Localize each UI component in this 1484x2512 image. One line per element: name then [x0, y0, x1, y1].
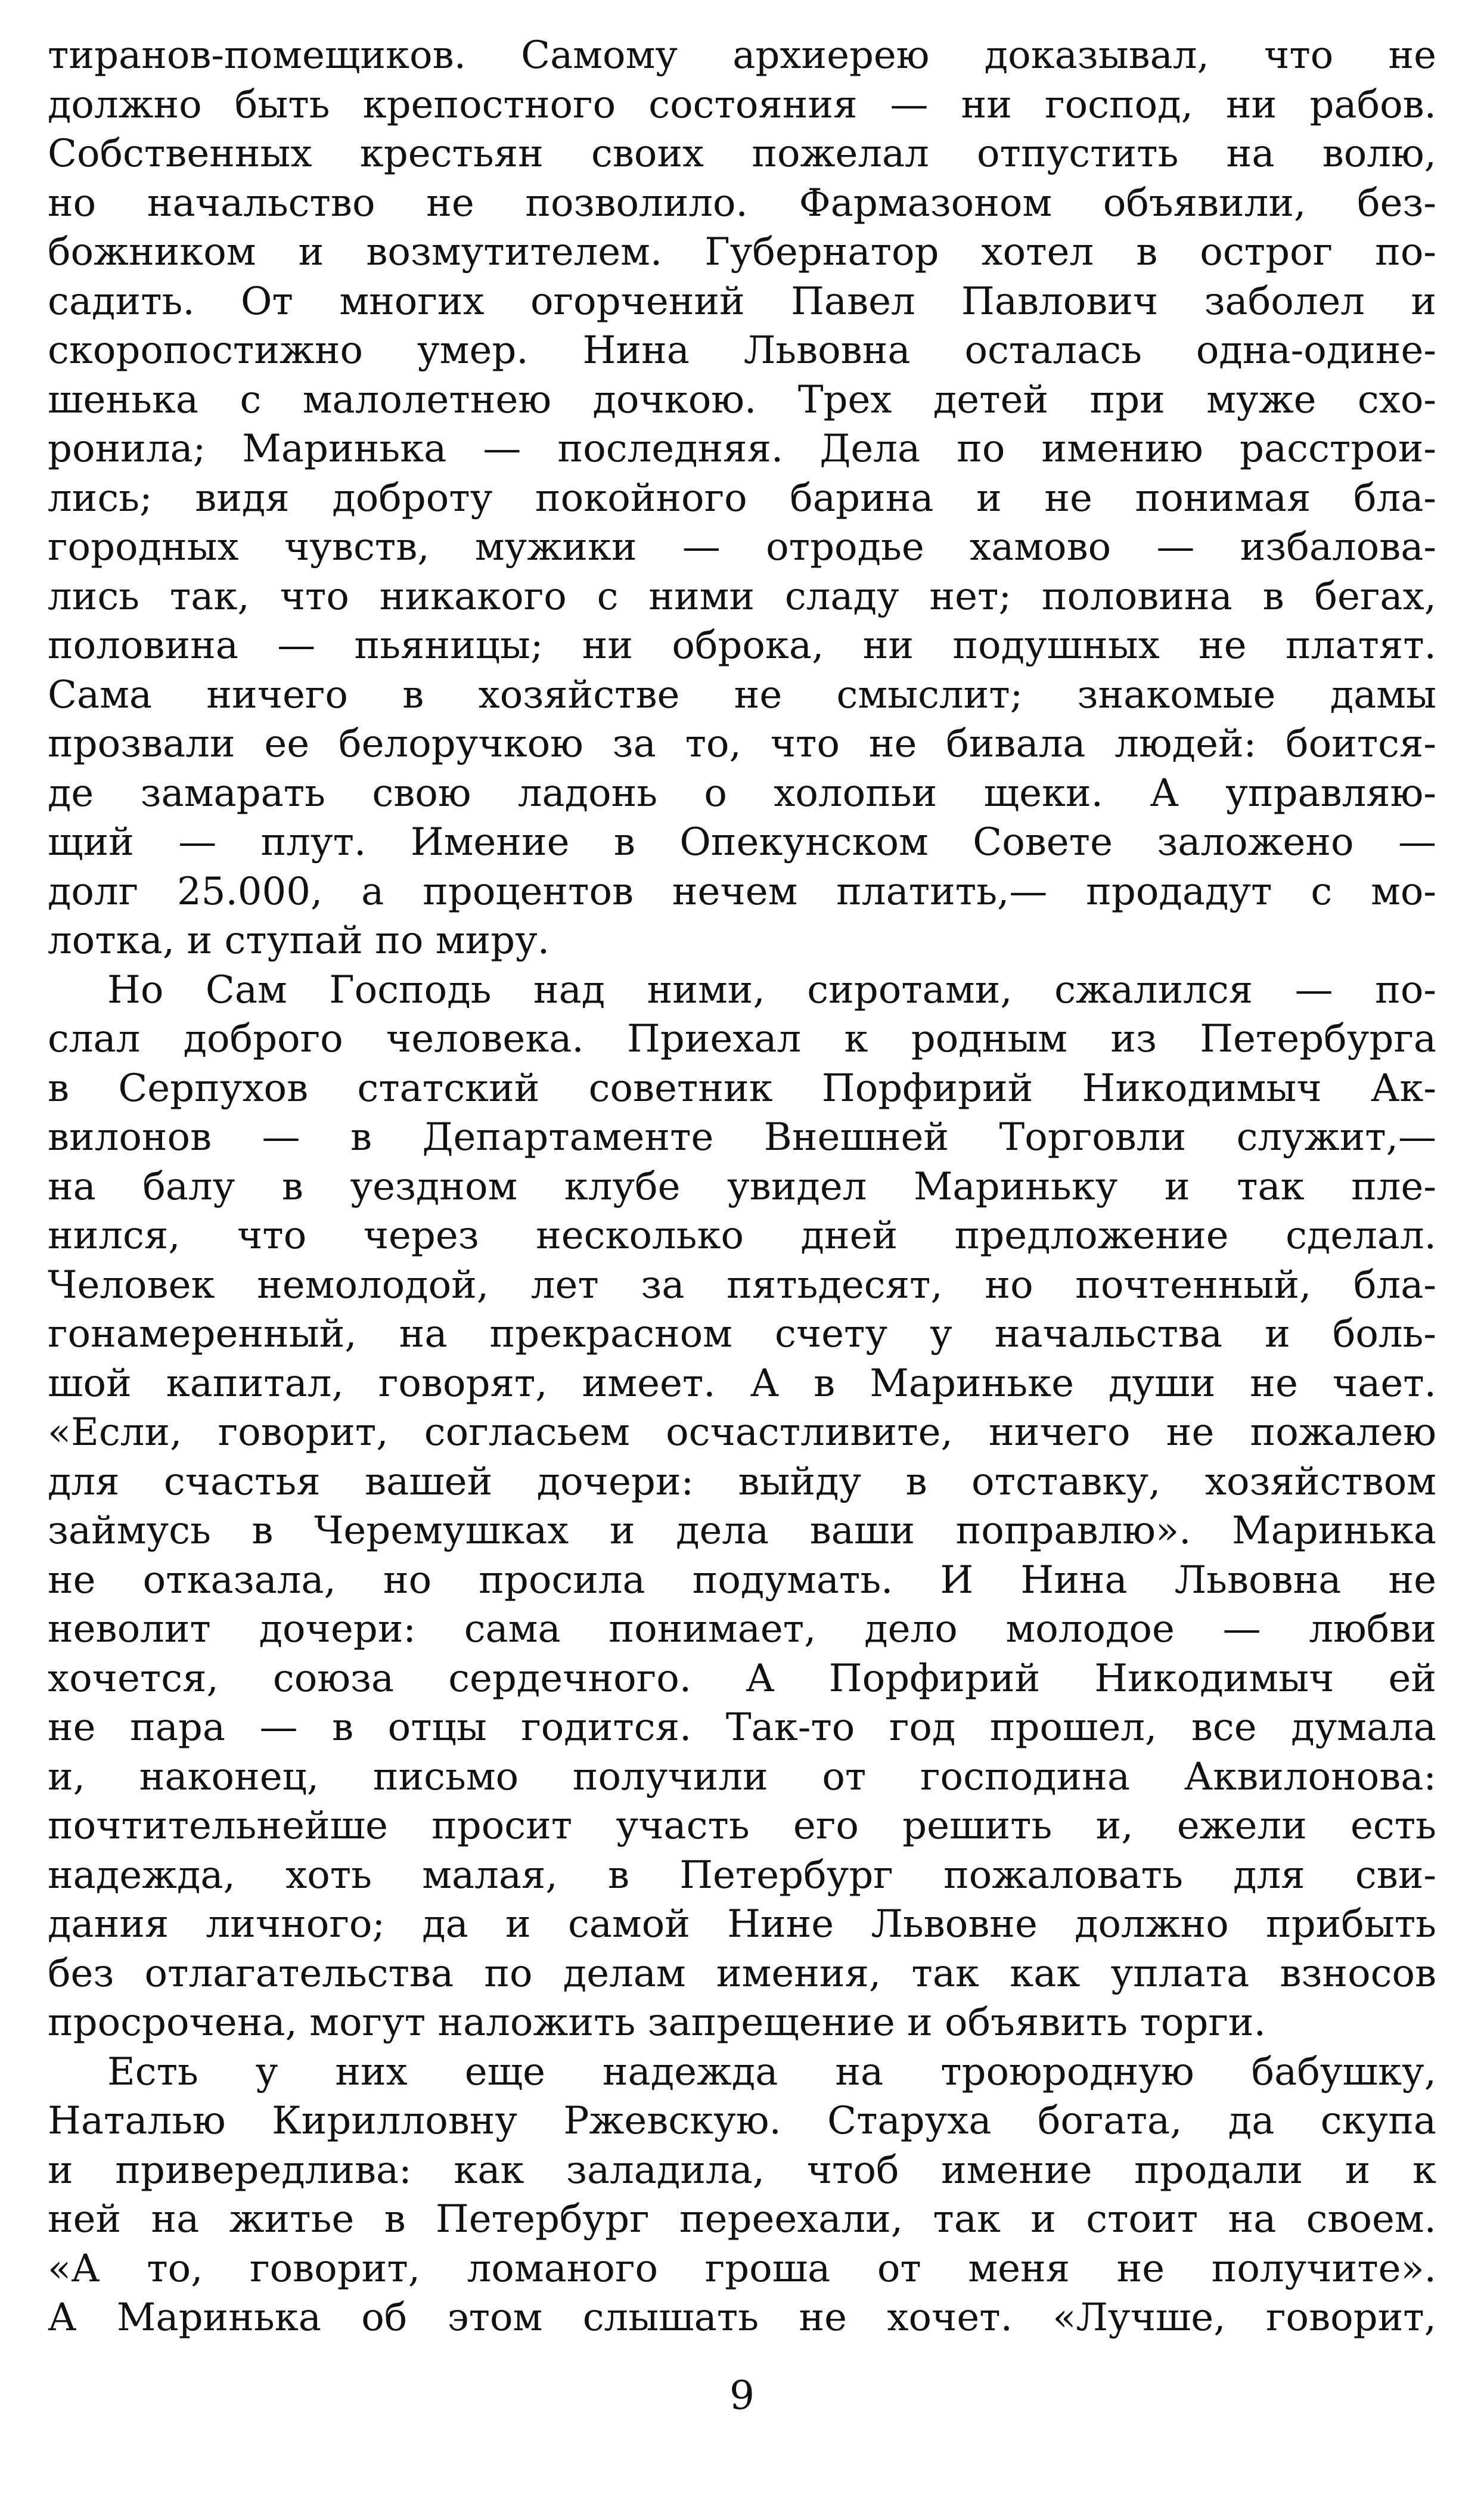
text-line: лотка, и ступай по миру. — [48, 919, 550, 963]
text-line: ронила; Маринька — последняя. Дела по имению расстрои- — [48, 427, 1436, 471]
text-line: городных чувств, мужики — отродье хамово — избалова- — [48, 525, 1436, 569]
text-line: скоропостижно умер. Нина Львовна осталась одна-одине- — [48, 328, 1436, 373]
text-line: дания личного; да и самой Нине Львовне должно прибыть — [48, 1902, 1436, 1946]
text-line: почтительнейше просит участь его решить и, ежели есть — [48, 1804, 1436, 1848]
text-line: тиранов-помещиков. Самому архиерею доказывал, что не — [48, 33, 1436, 77]
text-line: щий — плут. Имение в Опекунском Совете заложено — — [48, 820, 1436, 864]
text-line: но начальство не позволило. Фармазоном объявили, без- — [48, 181, 1436, 225]
text-line: Наталью Кирилловну Ржевскую. Старуха богата, да скупа — [48, 2099, 1436, 2143]
text-line: долг 25.000, а процентов нечем платить,— продадут с мо- — [48, 869, 1436, 914]
page-number: 9 — [729, 2373, 755, 2418]
text-line: должно быть крепостного состояния — ни господ, ни рабов. — [48, 82, 1436, 127]
text-line: гонамеренный, на прекрасном счету у начальства и боль- — [48, 1312, 1436, 1356]
text-line: «А то, говорит, ломаного гроша от меня не получите». — [48, 2246, 1436, 2291]
text-line: Сама ничего в хозяйстве не смыслит; знакомые дамы — [48, 672, 1436, 717]
paragraph-start-line: Но Сам Господь над ними, сиротами, сжалился — по- — [107, 967, 1436, 1012]
paragraph-start-line: Есть у них еще надежда на троюродную бабушку, — [107, 2049, 1436, 2094]
text-line: без отлагательства по делам имения, так как уплата взносов — [48, 1951, 1436, 1996]
text-line: Человек немолодой, лет за пятьдесят, но почтенный, бла- — [48, 1263, 1436, 1307]
text-line: лись так, что никакого с ними сладу нет; половина в бегах, — [48, 574, 1436, 619]
text-line: нился, что через несколько дней предложение сделал. — [48, 1214, 1436, 1258]
text-line: на балу в уездном клубе увидел Мариньку и так пле- — [48, 1164, 1436, 1209]
text-line: не пара — в отцы годится. Так-то год прошел, все думала — [48, 1705, 1436, 1750]
text-line: займусь в Черемушках и дела ваши поправлю». Маринька — [48, 1509, 1436, 1553]
text-line: ней на житье в Петербург переехали, так и стоит на своем. — [48, 2197, 1436, 2241]
text-line: прозвали ее белоручкою за то, что не бивала людей: боится- — [48, 722, 1436, 766]
text-line: и, наконец, письмо получили от господина Аквилонова: — [48, 1754, 1436, 1799]
text-line: в Серпухов статский советник Порфирий Никодимыч Ак- — [48, 1066, 1436, 1111]
text-line: «Если, говорит, согласьем осчастливите, ничего не пожалею — [48, 1410, 1436, 1455]
body-text — [48, 31, 1436, 2343]
text-line: неволит дочери: сама понимает, дело молодое — любви — [48, 1607, 1436, 1651]
text-line: не отказала, но просила подумать. И Нина Львовна не — [48, 1558, 1436, 1602]
text-line: божником и возмутителем. Губернатор хотел в острог по- — [48, 230, 1436, 274]
text-line: садить. От многих огорчений Павел Павлович заболел и — [48, 279, 1436, 324]
text-line: вилонов — в Департаменте Внешней Торговли служит,— — [48, 1115, 1436, 1159]
text-line: Собственных крестьян своих пожелал отпустить на волю, — [48, 132, 1436, 176]
text-line: для счастья вашей дочери: выйду в отставку, хозяйством — [48, 1459, 1436, 1504]
text-line: де замарать свою ладонь о холопьи щеки. А управляю- — [48, 771, 1436, 815]
text-line: лись; видя доброту покойного барина и не понимая бла- — [48, 476, 1436, 520]
text-line: А Маринька об этом слышать не хочет. «Лучше, говорит, — [48, 2296, 1436, 2340]
text-line: шенька с малолетнею дочкою. Трех детей при муже схо- — [48, 377, 1436, 422]
text-line: шой капитал, говорят, имеет. А в Мариньке души не чает. — [48, 1361, 1436, 1406]
text-line: слал доброго человека. Приехал к родным из Петербурга — [48, 1017, 1436, 1061]
text-line: хочется, союза сердечного. А Порфирий Никодимыч ей — [48, 1656, 1436, 1701]
text-line: просрочена, могут наложить запрещение и объявить торги. — [48, 2001, 1266, 2045]
text-line: и привередлива: как заладила, чтоб имение продали и к — [48, 2148, 1436, 2192]
text-line: надежда, хоть малая, в Петербург пожаловать для сви- — [48, 1853, 1436, 1897]
text-line: половина — пьяницы; ни оброка, ни подушных не платят. — [48, 624, 1436, 668]
